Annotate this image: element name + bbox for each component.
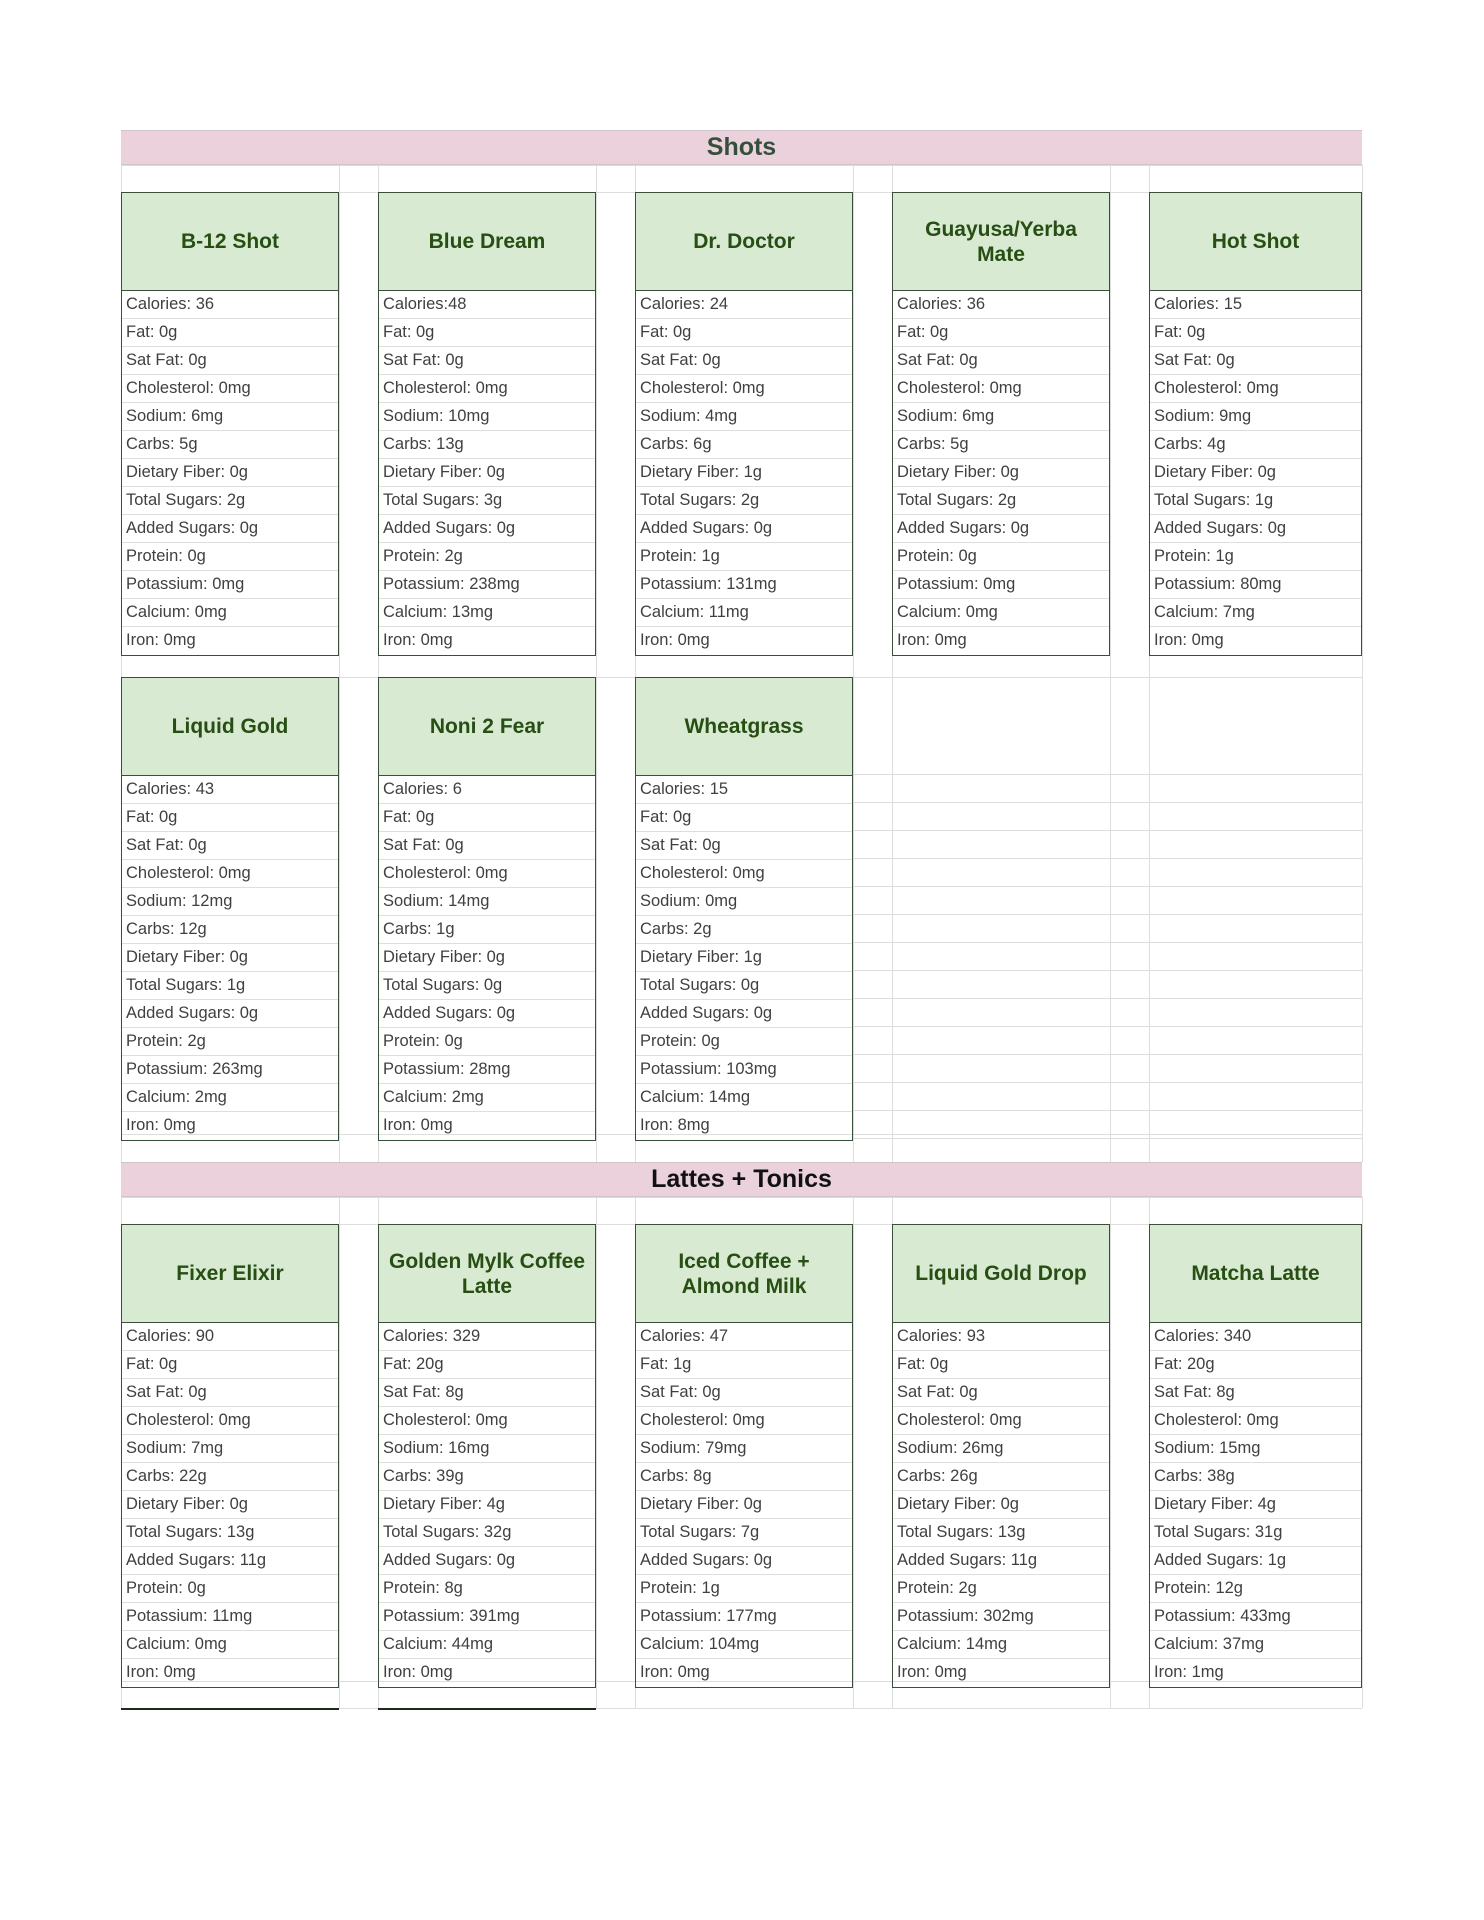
calories: Calories: 43 [122, 776, 338, 804]
cholesterol: Cholesterol: 0mg [379, 1407, 595, 1435]
protein: Protein: 2g [379, 543, 595, 571]
iron: Iron: 0mg [126, 1663, 196, 1681]
calories: Calories: 36 [122, 291, 338, 319]
potassium: Potassium: 131mg [636, 571, 852, 599]
gridline [121, 165, 1362, 166]
card-facts [378, 291, 596, 656]
iron: Iron: 0mg [640, 1663, 710, 1681]
added-sugars: Added Sugars: 1g [1150, 1547, 1361, 1575]
nutrition-card [635, 677, 853, 1141]
card-facts [892, 1323, 1110, 1688]
total-sugars: Total Sugars: 2g [893, 487, 1109, 515]
potassium: Potassium: 80mg [1150, 571, 1361, 599]
card-facts [378, 776, 596, 1141]
card-title: Wheatgrass [635, 677, 853, 776]
calcium: Calcium: 14mg [636, 1084, 852, 1112]
carbs: Carbs: 13g [379, 431, 595, 459]
carbs: Carbs: 39g [379, 1463, 595, 1491]
cholesterol: Cholesterol: 0mg [122, 375, 338, 403]
calories: Calories: 15 [636, 776, 852, 804]
sat-fat: Sat Fat: 0g [1150, 347, 1361, 375]
calories: Calories: 24 [636, 291, 852, 319]
calcium: Calcium: 104mg [636, 1631, 852, 1659]
added-sugars: Added Sugars: 0g [636, 1000, 852, 1028]
calcium: Calcium: 0mg [893, 599, 1109, 627]
potassium: Potassium: 0mg [122, 571, 338, 599]
dietary-fiber: Dietary Fiber: 4g [379, 1491, 595, 1519]
sat-fat: Sat Fat: 0g [636, 1379, 852, 1407]
calcium: Calcium: 0mg [122, 599, 338, 627]
sat-fat: Sat Fat: 0g [636, 347, 852, 375]
iron: Iron: 8mg [640, 1116, 710, 1134]
sodium: Sodium: 12mg [122, 888, 338, 916]
card-title: Liquid Gold [121, 677, 339, 776]
fat: Fat: 0g [1150, 319, 1361, 347]
sodium: Sodium: 9mg [1150, 403, 1361, 431]
dietary-fiber: Dietary Fiber: 0g [122, 944, 338, 972]
calories: Calories: 47 [636, 1323, 852, 1351]
cholesterol: Cholesterol: 0mg [893, 1407, 1109, 1435]
card-title: Fixer Elixir [121, 1224, 339, 1323]
card-title: Blue Dream [378, 192, 596, 291]
gridline [121, 1197, 1362, 1198]
added-sugars: Added Sugars: 0g [379, 1000, 595, 1028]
dietary-fiber: Dietary Fiber: 0g [379, 944, 595, 972]
calcium: Calcium: 2mg [122, 1084, 338, 1112]
protein: Protein: 0g [122, 543, 338, 571]
card-facts [378, 1323, 596, 1688]
section-title: Lattes + Tonics [651, 1165, 832, 1193]
protein: Protein: 0g [636, 1028, 852, 1056]
fat: Fat: 0g [636, 804, 852, 832]
potassium: Potassium: 391mg [379, 1603, 595, 1631]
calories: Calories: 6 [379, 776, 595, 804]
gridline [853, 998, 1362, 999]
carbs: Carbs: 5g [893, 431, 1109, 459]
card-title: Liquid Gold Drop [892, 1224, 1110, 1323]
card-facts [635, 291, 853, 656]
fat: Fat: 1g [636, 1351, 852, 1379]
cholesterol: Cholesterol: 0mg [379, 375, 595, 403]
nutrition-card [121, 1224, 339, 1688]
fat: Fat: 0g [636, 319, 852, 347]
dietary-fiber: Dietary Fiber: 0g [122, 459, 338, 487]
iron: Iron: 0mg [126, 631, 196, 649]
total-sugars: Total Sugars: 7g [636, 1519, 852, 1547]
iron: Iron: 0mg [383, 1663, 453, 1681]
card-facts [1149, 1323, 1362, 1688]
potassium: Potassium: 177mg [636, 1603, 852, 1631]
carbs: Carbs: 8g [636, 1463, 852, 1491]
gridline [1362, 165, 1363, 1162]
added-sugars: Added Sugars: 0g [379, 1547, 595, 1575]
calcium: Calcium: 7mg [1150, 599, 1361, 627]
card-title: Guayusa/Yerba Mate [892, 192, 1110, 291]
section-header-shots [121, 130, 1362, 165]
potassium: Potassium: 11mg [122, 1603, 338, 1631]
total-sugars: Total Sugars: 0g [636, 972, 852, 1000]
carbs: Carbs: 22g [122, 1463, 338, 1491]
iron: Iron: 0mg [383, 631, 453, 649]
calories: Calories: 340 [1150, 1323, 1361, 1351]
card-title: Golden Mylk Coffee Latte [378, 1224, 596, 1323]
cholesterol: Cholesterol: 0mg [122, 1407, 338, 1435]
cut-off-card-edge [378, 1708, 596, 1710]
card-facts [121, 291, 339, 656]
calcium: Calcium: 2mg [379, 1084, 595, 1112]
cholesterol: Cholesterol: 0mg [636, 1407, 852, 1435]
nutrition-card [1149, 1224, 1362, 1688]
calories: Calories: 93 [893, 1323, 1109, 1351]
calcium: Calcium: 13mg [379, 599, 595, 627]
protein: Protein: 2g [122, 1028, 338, 1056]
sat-fat: Sat Fat: 8g [379, 1379, 595, 1407]
carbs: Carbs: 6g [636, 431, 852, 459]
added-sugars: Added Sugars: 0g [636, 515, 852, 543]
section-title: Shots [706, 133, 777, 161]
cholesterol: Cholesterol: 0mg [893, 375, 1109, 403]
gridline [853, 970, 1362, 971]
protein: Protein: 0g [122, 1575, 338, 1603]
gridline [853, 802, 1362, 803]
sat-fat: Sat Fat: 0g [122, 347, 338, 375]
cholesterol: Cholesterol: 0mg [636, 860, 852, 888]
added-sugars: Added Sugars: 11g [893, 1547, 1109, 1575]
calories: Calories: 90 [122, 1323, 338, 1351]
calcium: Calcium: 14mg [893, 1631, 1109, 1659]
fat: Fat: 0g [122, 804, 338, 832]
sat-fat: Sat Fat: 8g [1150, 1379, 1361, 1407]
fat: Fat: 0g [379, 319, 595, 347]
gridline [853, 942, 1362, 943]
gridline [853, 914, 1362, 915]
calcium: Calcium: 0mg [122, 1631, 338, 1659]
gridline [853, 830, 1362, 831]
cholesterol: Cholesterol: 0mg [1150, 375, 1361, 403]
protein: Protein: 1g [1150, 543, 1361, 571]
gridline [1362, 1197, 1363, 1708]
iron: Iron: 0mg [383, 1116, 453, 1134]
total-sugars: Total Sugars: 31g [1150, 1519, 1361, 1547]
gridline [596, 165, 597, 1162]
carbs: Carbs: 5g [122, 431, 338, 459]
dietary-fiber: Dietary Fiber: 0g [122, 1491, 338, 1519]
calcium: Calcium: 11mg [636, 599, 852, 627]
nutrition-card [892, 192, 1110, 656]
gridline [1110, 165, 1111, 1162]
gridline [853, 1110, 1362, 1111]
calcium: Calcium: 37mg [1150, 1631, 1361, 1659]
carbs: Carbs: 1g [379, 916, 595, 944]
gridline [853, 1082, 1362, 1083]
iron: Iron: 0mg [897, 1663, 967, 1681]
gridline [853, 886, 1362, 887]
potassium: Potassium: 433mg [1150, 1603, 1361, 1631]
iron: Iron: 0mg [126, 1116, 196, 1134]
card-facts [121, 1323, 339, 1688]
gridline [853, 1197, 854, 1708]
fat: Fat: 0g [122, 1351, 338, 1379]
fat: Fat: 0g [893, 319, 1109, 347]
card-facts [635, 776, 853, 1141]
nutrition-card [635, 192, 853, 656]
fat: Fat: 20g [379, 1351, 595, 1379]
protein: Protein: 1g [636, 543, 852, 571]
added-sugars: Added Sugars: 0g [893, 515, 1109, 543]
gridline [339, 1197, 340, 1708]
sat-fat: Sat Fat: 0g [379, 832, 595, 860]
sodium: Sodium: 7mg [122, 1435, 338, 1463]
carbs: Carbs: 4g [1150, 431, 1361, 459]
sat-fat: Sat Fat: 0g [122, 832, 338, 860]
sodium: Sodium: 10mg [379, 403, 595, 431]
dietary-fiber: Dietary Fiber: 0g [636, 1491, 852, 1519]
sat-fat: Sat Fat: 0g [122, 1379, 338, 1407]
potassium: Potassium: 238mg [379, 571, 595, 599]
fat: Fat: 20g [1150, 1351, 1361, 1379]
potassium: Potassium: 103mg [636, 1056, 852, 1084]
dietary-fiber: Dietary Fiber: 4g [1150, 1491, 1361, 1519]
iron: Iron: 1mg [1154, 1663, 1224, 1681]
sodium: Sodium: 16mg [379, 1435, 595, 1463]
fat: Fat: 0g [122, 319, 338, 347]
carbs: Carbs: 12g [122, 916, 338, 944]
sodium: Sodium: 0mg [636, 888, 852, 916]
gridline [853, 858, 1362, 859]
calcium: Calcium: 44mg [379, 1631, 595, 1659]
dietary-fiber: Dietary Fiber: 0g [893, 1491, 1109, 1519]
added-sugars: Added Sugars: 0g [122, 1000, 338, 1028]
sodium: Sodium: 15mg [1150, 1435, 1361, 1463]
card-title: Dr. Doctor [635, 192, 853, 291]
card-title: Noni 2 Fear [378, 677, 596, 776]
cholesterol: Cholesterol: 0mg [122, 860, 338, 888]
carbs: Carbs: 38g [1150, 1463, 1361, 1491]
calories: Calories: 15 [1150, 291, 1361, 319]
sodium: Sodium: 6mg [893, 403, 1109, 431]
nutrition-card [1149, 192, 1362, 656]
added-sugars: Added Sugars: 0g [1150, 515, 1361, 543]
protein: Protein: 12g [1150, 1575, 1361, 1603]
protein: Protein: 0g [893, 543, 1109, 571]
total-sugars: Total Sugars: 2g [122, 487, 338, 515]
sat-fat: Sat Fat: 0g [893, 347, 1109, 375]
gridline [853, 774, 1362, 775]
nutrition-card [892, 1224, 1110, 1688]
added-sugars: Added Sugars: 0g [636, 1547, 852, 1575]
added-sugars: Added Sugars: 0g [379, 515, 595, 543]
nutrition-card [635, 1224, 853, 1688]
dietary-fiber: Dietary Fiber: 0g [379, 459, 595, 487]
iron: Iron: 0mg [897, 631, 967, 649]
added-sugars: Added Sugars: 0g [122, 515, 338, 543]
calories: Calories: 329 [379, 1323, 595, 1351]
nutrition-card [378, 1224, 596, 1688]
protein: Protein: 2g [893, 1575, 1109, 1603]
total-sugars: Total Sugars: 0g [379, 972, 595, 1000]
gridline [853, 1054, 1362, 1055]
sodium: Sodium: 4mg [636, 403, 852, 431]
total-sugars: Total Sugars: 1g [1150, 487, 1361, 515]
cholesterol: Cholesterol: 0mg [379, 860, 595, 888]
gridline [596, 1197, 597, 1708]
calories: Calories: 36 [893, 291, 1109, 319]
dietary-fiber: Dietary Fiber: 0g [893, 459, 1109, 487]
gridline [339, 165, 340, 1162]
card-title: Hot Shot [1149, 192, 1362, 291]
cholesterol: Cholesterol: 0mg [636, 375, 852, 403]
card-title: Iced Coffee + Almond Milk [635, 1224, 853, 1323]
nutrition-card [121, 677, 339, 1141]
gridline [853, 1138, 1362, 1139]
carbs: Carbs: 26g [893, 1463, 1109, 1491]
total-sugars: Total Sugars: 13g [893, 1519, 1109, 1547]
iron: Iron: 0mg [1154, 631, 1224, 649]
card-title: Matcha Latte [1149, 1224, 1362, 1323]
protein: Protein: 1g [636, 1575, 852, 1603]
gridline [1110, 1197, 1111, 1708]
sodium: Sodium: 79mg [636, 1435, 852, 1463]
sat-fat: Sat Fat: 0g [893, 1379, 1109, 1407]
card-facts [1149, 291, 1362, 656]
potassium: Potassium: 28mg [379, 1056, 595, 1084]
sodium: Sodium: 6mg [122, 403, 338, 431]
gridline [853, 165, 854, 1162]
sodium: Sodium: 14mg [379, 888, 595, 916]
gridline [853, 1026, 1362, 1027]
calories: Calories:48 [379, 291, 595, 319]
iron: Iron: 0mg [640, 631, 710, 649]
total-sugars: Total Sugars: 32g [379, 1519, 595, 1547]
protein: Protein: 8g [379, 1575, 595, 1603]
dietary-fiber: Dietary Fiber: 1g [636, 459, 852, 487]
protein: Protein: 0g [379, 1028, 595, 1056]
card-title: B-12 Shot [121, 192, 339, 291]
total-sugars: Total Sugars: 1g [122, 972, 338, 1000]
section-header-lattes-tonics [121, 1162, 1362, 1197]
cholesterol: Cholesterol: 0mg [1150, 1407, 1361, 1435]
nutrition-card [378, 677, 596, 1141]
dietary-fiber: Dietary Fiber: 0g [1150, 459, 1361, 487]
sat-fat: Sat Fat: 0g [636, 832, 852, 860]
fat: Fat: 0g [893, 1351, 1109, 1379]
sodium: Sodium: 26mg [893, 1435, 1109, 1463]
fat: Fat: 0g [379, 804, 595, 832]
added-sugars: Added Sugars: 11g [122, 1547, 338, 1575]
dietary-fiber: Dietary Fiber: 1g [636, 944, 852, 972]
potassium: Potassium: 302mg [893, 1603, 1109, 1631]
carbs: Carbs: 2g [636, 916, 852, 944]
cut-off-card-edge [121, 1708, 339, 1710]
sat-fat: Sat Fat: 0g [379, 347, 595, 375]
total-sugars: Total Sugars: 13g [122, 1519, 338, 1547]
total-sugars: Total Sugars: 2g [636, 487, 852, 515]
card-facts [635, 1323, 853, 1688]
potassium: Potassium: 0mg [893, 571, 1109, 599]
card-facts [121, 776, 339, 1141]
total-sugars: Total Sugars: 3g [379, 487, 595, 515]
nutrition-card [378, 192, 596, 656]
potassium: Potassium: 263mg [122, 1056, 338, 1084]
nutrition-card [121, 192, 339, 656]
card-facts [892, 291, 1110, 656]
